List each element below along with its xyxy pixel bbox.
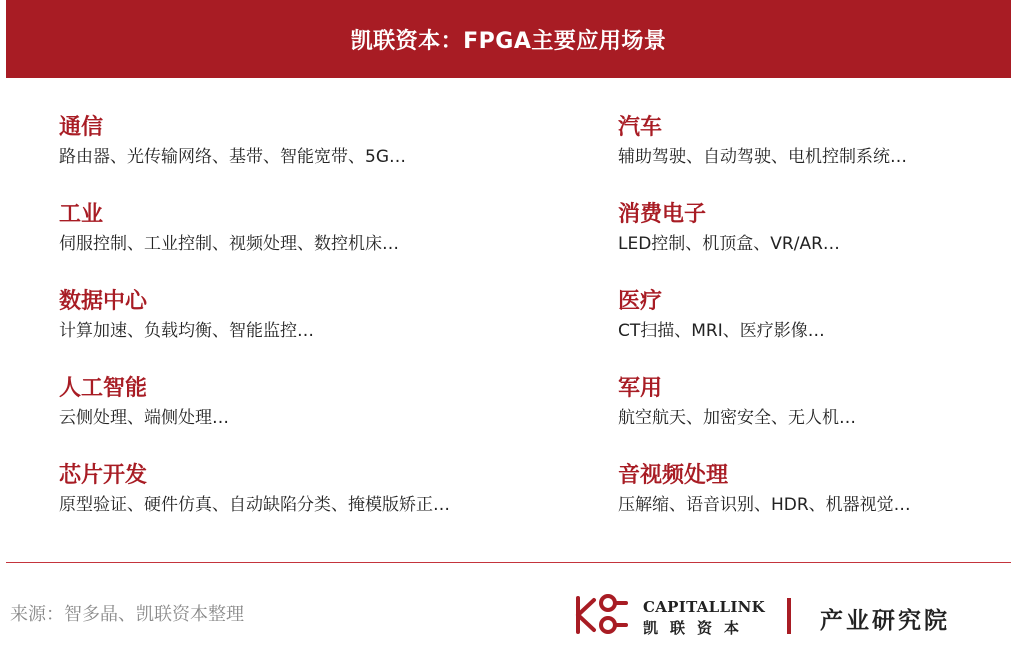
scenario-title: 工业 (59, 202, 104, 227)
scenario-desc: LED控制、机顶盒、VR/AR… (618, 234, 840, 254)
page-title: 凯联资本：FPGA主要应用场景 (350, 28, 667, 54)
brand-name-cn: 凯联资本 (643, 619, 752, 637)
scenario-ai (59, 375, 229, 430)
scenario-industry (59, 201, 399, 256)
scenario-title: 军用 (618, 376, 663, 401)
scenario-title: 音视频处理 (618, 463, 729, 488)
brand-name-en: CAPITALLINK (643, 598, 766, 616)
scenario-desc: 云侧处理、端侧处理… (59, 408, 229, 428)
research-institute-label: 产业研究院 (820, 607, 950, 634)
scenario-military (618, 375, 856, 430)
scenario-automotive (618, 114, 907, 169)
scenario-av-processing (618, 462, 911, 517)
footer-divider (6, 562, 1011, 563)
scenario-desc: 路由器、光传输网络、基带、智能宽带、5G… (59, 147, 406, 167)
scenario-title: 消费电子 (618, 202, 707, 227)
scenario-desc: 航空航天、加密安全、无人机… (618, 408, 856, 428)
scenario-desc: 辅助驾驶、自动驾驶、电机控制系统… (618, 147, 907, 167)
scenario-title: 汽车 (618, 115, 663, 140)
page-header (6, 0, 1011, 78)
scenario-title: 医疗 (618, 289, 663, 314)
scenario-desc: 计算加速、负载均衡、智能监控… (59, 321, 314, 341)
scenario-desc: CT扫描、MRI、医疗影像… (618, 321, 825, 341)
scenario-desc: 伺服控制、工业控制、视频处理、数控机床… (59, 234, 399, 254)
scenario-title: 数据中心 (59, 289, 148, 314)
scenario-consumer (618, 201, 840, 256)
scenario-medical (618, 288, 825, 343)
scenario-datacenter (59, 288, 314, 343)
scenario-title: 芯片开发 (59, 463, 148, 488)
scenario-title: 人工智能 (59, 376, 148, 401)
capitallink-logo-icon (572, 588, 632, 640)
scenario-chip-dev (59, 462, 450, 517)
source-note: 来源：智多晶、凯联资本整理 (10, 604, 244, 625)
scenario-desc: 原型验证、硬件仿真、自动缺陷分类、掩模版矫正… (59, 495, 450, 515)
brand-separator (787, 598, 791, 634)
scenario-desc: 压解缩、语音识别、HDR、机器视觉… (618, 495, 911, 515)
scenario-title: 通信 (59, 115, 104, 140)
scenario-communication (59, 114, 406, 169)
